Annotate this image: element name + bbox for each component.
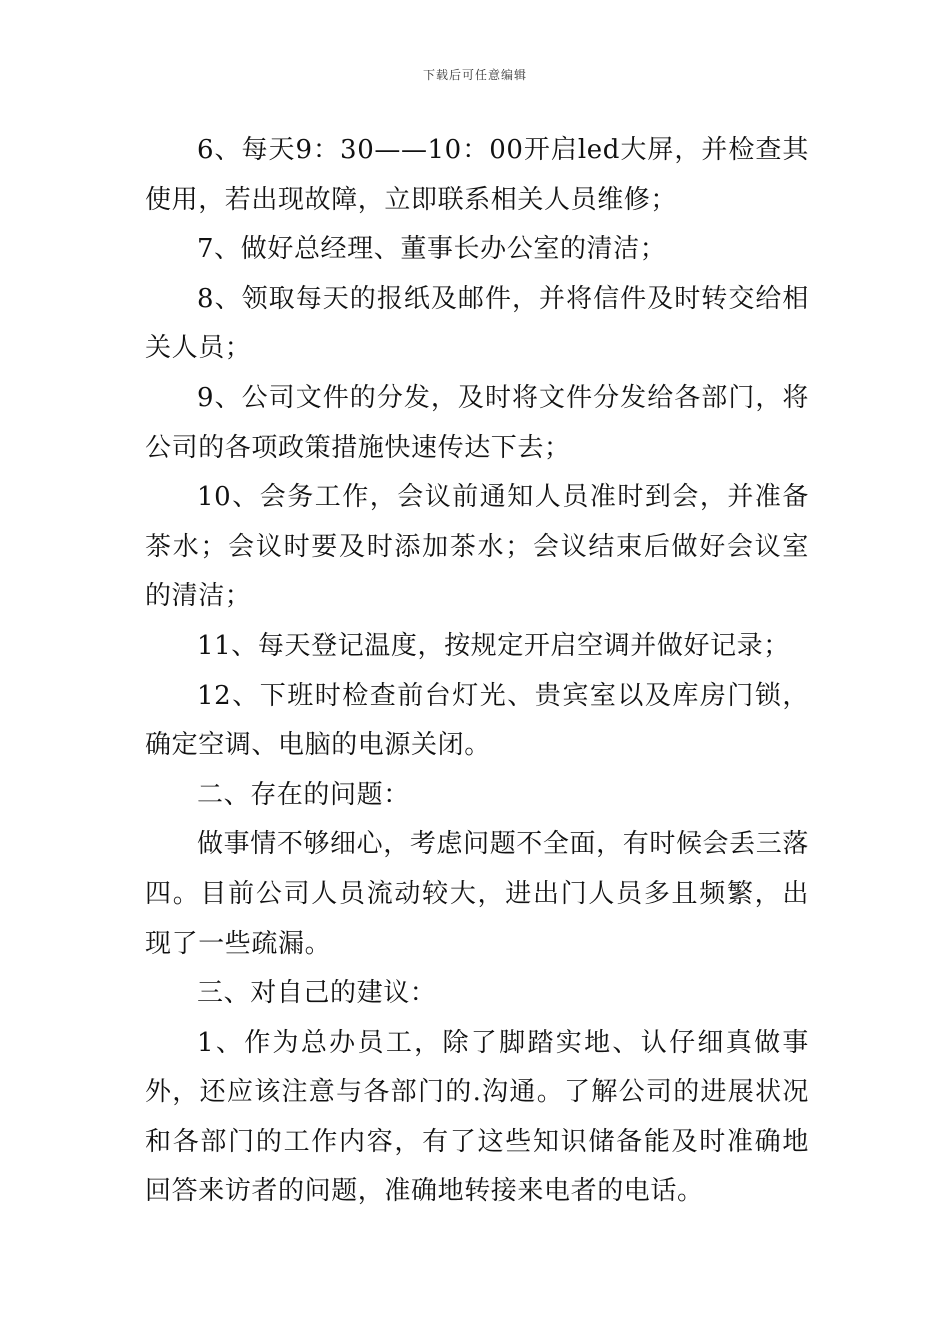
paragraph-problems: 做事情不够细心，考虑问题不全面，有时候会丢三落四。目前公司人员流动较大，进出门人员多且频繁，出现了一些疏漏。 xyxy=(145,829,809,959)
document-body xyxy=(145,126,809,1217)
section-heading-suggestions: 三、对自己的建议： xyxy=(197,978,437,1009)
paragraph-duty-9: 9、公司文件的分发，及时将文件分发给各部门，将公司的各项政策措施快速传达下去； xyxy=(145,382,809,463)
paragraph-duty-12: 12、下班时检查前台灯光、贵宾室以及库房门锁，确定空调、电脑的电源关闭。 xyxy=(145,680,809,761)
section-heading-problems: 二、存在的问题： xyxy=(197,779,410,810)
paragraph-duty-11: 11、每天登记温度，按规定开启空调并做好记录； xyxy=(197,630,790,661)
paragraph-duty-8: 8、领取每天的报纸及邮件，并将信件及时转交给相关人员； xyxy=(145,283,809,364)
paragraph-duty-6: 6、每天9：30——10：00开启led大屏，并检查其使用，若出现故障，立即联系相关人员维修； xyxy=(145,135,809,215)
paragraph-suggestion-1: 1、作为总办员工，除了脚踏实地、认仔细真做事外，还应该注意与各部门的.沟通。了解公司的进展状况和各部门的工作内容，有了这些知识储备能及时准确地回答来访者的问题，准确地转接来电者的电话。 xyxy=(145,1027,809,1207)
paragraph-duty-7: 7、做好总经理、董事长办公室的清洁； xyxy=(197,234,667,265)
paragraph-duty-10: 10、会务工作，会议前通知人员准时到会，并准备茶水；会议时要及时添加茶水；会议结束后做好会议室的清洁； xyxy=(145,482,809,612)
page-header-note: 下载后可任意编辑 xyxy=(422,68,527,82)
